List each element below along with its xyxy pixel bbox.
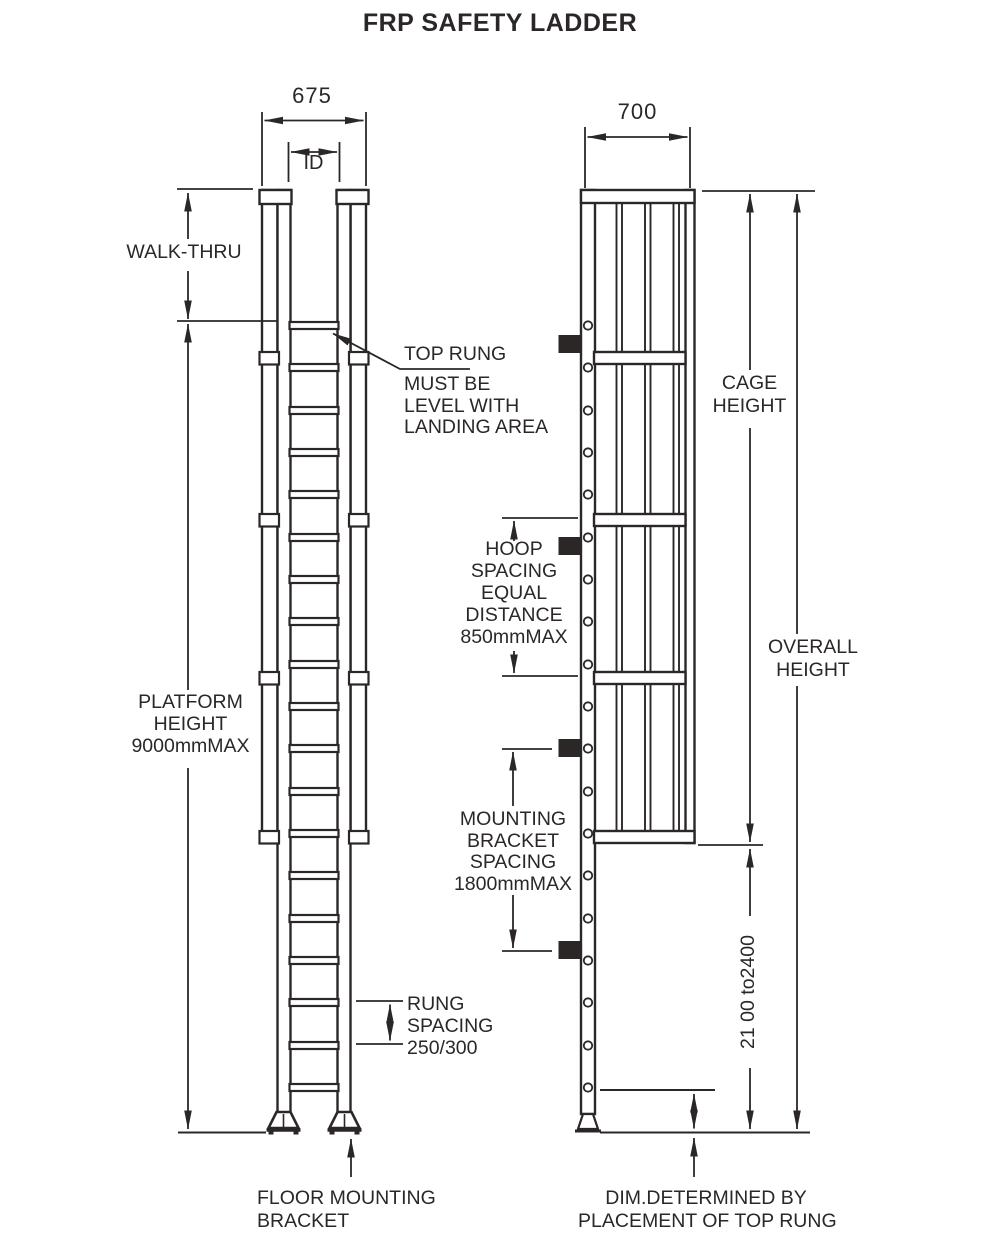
top-rung-placement-note [578, 1187, 837, 1233]
walkthru-rail-cap-right [337, 190, 369, 204]
top-rung-note-line: MUST BE [404, 373, 491, 395]
rung-end-circle [584, 998, 592, 1006]
top-rung-note-line: LEVEL WITH [404, 394, 520, 417]
rail-foot-side [575, 1114, 601, 1131]
ladder-rung [290, 576, 339, 583]
cage-hoop [594, 352, 686, 364]
rung-end-circle [584, 787, 592, 795]
top-rung-placement-line: PLACEMENT OF TOP RUNG [578, 1210, 837, 1232]
rung-end-circle [584, 321, 592, 329]
rung-end-circle [584, 363, 592, 371]
ladder-rung [290, 364, 339, 371]
top-rung-note [404, 374, 548, 439]
hoop-spacing-label [441, 538, 587, 648]
cage-bottom-hoop [594, 831, 695, 843]
ladder-rung [290, 872, 339, 879]
ladder-rung [290, 491, 339, 498]
hoop-spacing-line: 850mmMAX [460, 626, 568, 648]
floor-mounting-bracket-line: BRACKET [257, 1210, 350, 1232]
walkthru-rail-cap-left [260, 190, 292, 204]
front-inner-width-dim-label: ID [303, 152, 324, 174]
cage-hoop-mark [349, 831, 369, 844]
rung-end-circle [584, 490, 592, 498]
rung-end-circle [584, 744, 592, 752]
cage-hoop-mark [260, 514, 280, 527]
rung-end-circle [584, 406, 592, 414]
ladder-rung [290, 322, 339, 329]
cage-hoop-mark [349, 514, 369, 527]
floor-mounting-bracket-right [328, 1112, 362, 1135]
cage-hoop-mark [260, 352, 280, 365]
overall-height-line: OVERALL [768, 636, 858, 658]
side-width-dim-label: 700 [617, 99, 658, 124]
cage-height-line: HEIGHT [712, 395, 787, 417]
cage-hoop-mark [349, 672, 369, 685]
walk-thru-label: WALK-THRU [126, 241, 242, 263]
rung-end-circle [584, 1083, 592, 1091]
cage-height-line: CAGE [721, 372, 778, 394]
ladder-rung [290, 745, 339, 752]
ladder-rung [290, 915, 339, 922]
platform-height-line: 9000mmMAX [131, 735, 250, 757]
hoop-spacing-line: SPACING [470, 560, 558, 582]
hoop-spacing-line: HOOP [485, 538, 543, 560]
cage-hoop [594, 514, 686, 526]
ladder-rung [290, 449, 339, 456]
ladder-rung [290, 1084, 339, 1091]
ladder-rung [290, 999, 339, 1006]
ladder-front-view [178, 190, 369, 1135]
hoop-spacing-line: DISTANCE [465, 604, 563, 626]
rung-end-circle [584, 914, 592, 922]
cage-top-hoop [581, 190, 695, 203]
ladder-rung [290, 830, 339, 837]
top-rung-placement-line: DIM.DETERMINED BY [605, 1187, 807, 1209]
platform-height-label [118, 691, 263, 757]
rung-end-circle [584, 956, 592, 964]
wall-mounting-bracket [559, 335, 582, 353]
top-rung-note-line: LANDING AREA [404, 416, 549, 438]
ladder-rung [290, 407, 339, 414]
drawing-title: FRP SAFETY LADDER [362, 9, 638, 37]
wall-mounting-bracket [559, 739, 582, 757]
platform-height-line: PLATFORM [138, 691, 243, 713]
base-height-range-label: 21 00 to2400 [737, 935, 759, 1049]
cage-height-label [692, 372, 807, 418]
mounting-bracket-spacing-line: BRACKET [466, 829, 560, 852]
cage-hoop-mark [260, 831, 280, 844]
cage-outer-band [686, 190, 695, 843]
ladder-rung [290, 618, 339, 625]
wall-mounting-bracket [559, 941, 582, 959]
ladder-rung [290, 703, 339, 710]
mounting-bracket-spacing-line: MOUNTING [459, 808, 567, 830]
mounting-bracket-spacing-line: SPACING [469, 851, 557, 873]
mounting-bracket-spacing-label [432, 809, 594, 895]
rung-end-circle [584, 660, 592, 668]
front-width-dim-label: 675 [292, 83, 332, 108]
ladder-rung [290, 534, 339, 541]
ladder-rung [290, 1042, 339, 1049]
hoop-spacing-line: EQUAL [480, 582, 548, 604]
platform-height-line: HEIGHT [153, 713, 228, 735]
rung-spacing-line: 250/300 [407, 1037, 478, 1059]
cage-hoop-mark [349, 352, 369, 365]
overall-height-line: HEIGHT [776, 659, 850, 681]
floor-mounting-bracket-left [267, 1112, 301, 1135]
overall-height-label [757, 636, 869, 682]
ladder-rung [290, 788, 339, 795]
floor-mounting-bracket-line: FLOOR MOUNTING [257, 1187, 436, 1209]
top-rung-label: TOP RUNG [404, 343, 507, 365]
rung-spacing-line: RUNG [407, 993, 465, 1015]
rung-end-circle [584, 702, 592, 710]
mounting-bracket-spacing-line: 1800mmMAX [453, 872, 573, 895]
floor-mounting-bracket-label [257, 1187, 436, 1233]
rung-end-circle [584, 448, 592, 456]
rung-spacing-label [407, 993, 493, 1059]
cage-hoop-mark [260, 672, 280, 685]
rung-end-circle [584, 1041, 592, 1049]
ladder-rung [290, 957, 339, 964]
rung-spacing-line: SPACING [407, 1015, 494, 1037]
ladder-rung [290, 661, 339, 668]
cage-hoop [594, 672, 686, 684]
